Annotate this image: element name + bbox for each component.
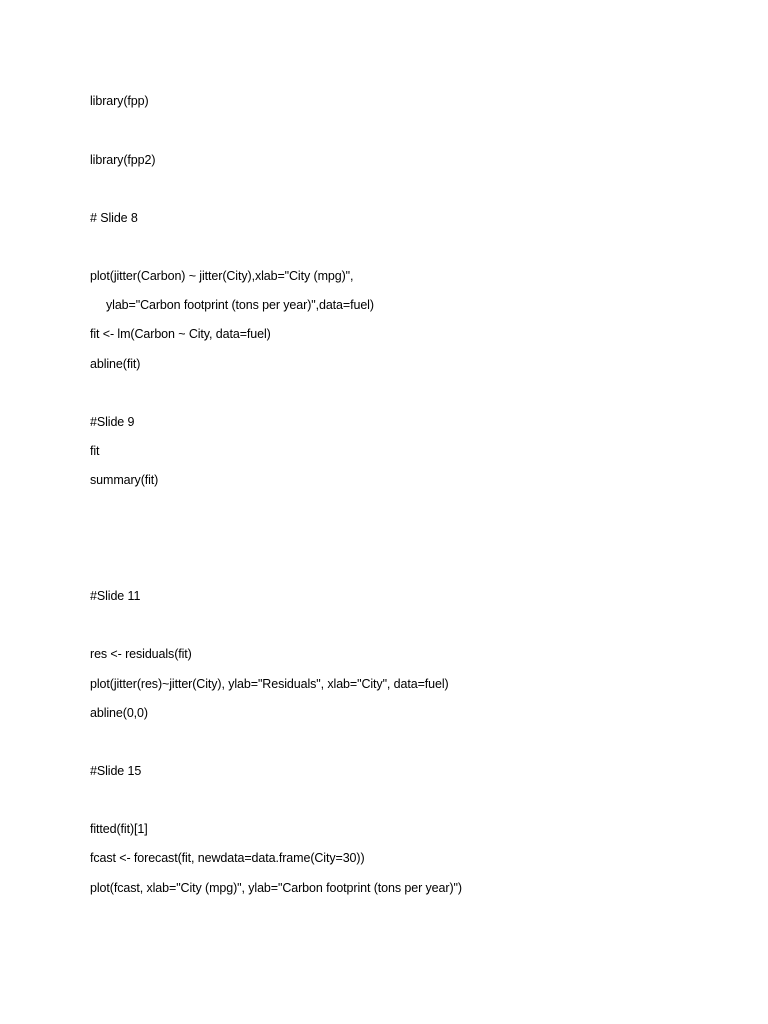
code-line-library-fpp2: library(fpp2): [90, 153, 156, 167]
code-line-library-fpp: library(fpp): [90, 94, 149, 108]
code-line-summary-fit: summary(fit): [90, 473, 159, 487]
code-line-residuals: res <- residuals(fit): [90, 647, 192, 661]
code-line-plot-carbon: plot(jitter(Carbon) ~ jitter(City),xlab="City (mpg)",: [90, 269, 354, 283]
code-line-abline-zero: abline(0,0): [90, 706, 148, 720]
comment-slide-15: #Slide 15: [90, 764, 142, 778]
code-line-fit-lm: fit <- lm(Carbon ~ City, data=fuel): [90, 327, 271, 341]
code-line-forecast: fcast <- forecast(fit, newdata=data.frame(City=30)): [90, 851, 365, 865]
code-line-abline-fit: abline(fit): [90, 357, 141, 371]
code-line-plot-carbon-cont: ylab="Carbon footprint (tons per year)",data=fuel): [106, 298, 374, 312]
comment-slide-9: #Slide 9: [90, 415, 135, 429]
code-line-plot-forecast: plot(fcast, xlab="City (mpg)", ylab="Carbon footprint (tons per year)"): [90, 881, 462, 895]
comment-slide-8: # Slide 8: [90, 211, 138, 225]
code-line-plot-residuals: plot(jitter(res)~jitter(City), ylab="Residuals", xlab="City", data=fuel): [90, 677, 449, 691]
code-line-fitted: fitted(fit)[1]: [90, 822, 148, 836]
code-line-fit: fit: [90, 444, 100, 458]
comment-slide-11: #Slide 11: [90, 589, 141, 603]
